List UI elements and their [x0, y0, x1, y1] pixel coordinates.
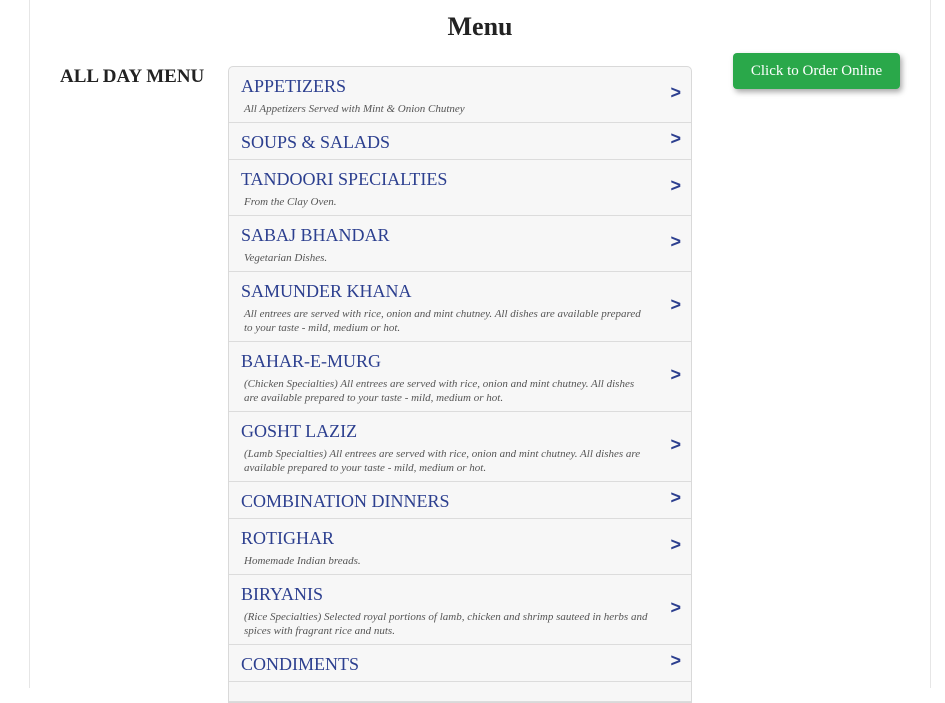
chevron-right-icon: >: [670, 81, 681, 102]
chevron-right-icon: >: [670, 650, 681, 671]
menu-item-name: SOUPS & SALADS: [241, 132, 391, 152]
menu-item-bahar-e-murg[interactable]: [229, 342, 691, 412]
chevron-right-icon: >: [670, 433, 681, 454]
chevron-right-icon: >: [670, 174, 681, 195]
menu-item-name: APPETIZERS: [241, 76, 347, 96]
menu-item-condiments[interactable]: [229, 645, 691, 682]
menu-category-list: [228, 66, 692, 703]
chevron-right-icon: >: [670, 533, 681, 554]
menu-item-next[interactable]: [229, 682, 691, 702]
menu-item-name: BIRYANIS: [241, 584, 324, 604]
menu-item-name: SAMUNDER KHANA: [241, 281, 412, 301]
menu-item-name: TANDOORI SPECIALTIES: [241, 169, 448, 189]
chevron-right-icon: >: [670, 363, 681, 384]
menu-item-biryanis[interactable]: [229, 575, 691, 645]
menu-item-name: CONDIMENTS: [241, 654, 360, 674]
menu-item-soups-salads[interactable]: [229, 123, 691, 160]
menu-item-name: COMBINATION DINNERS: [241, 491, 450, 511]
page-title: Menu: [447, 12, 513, 41]
chevron-right-icon: >: [670, 487, 681, 508]
menu-item-description: Vegetarian Dishes.: [244, 252, 328, 264]
menu-item-description: (Lamb Specialties) All entrees are served with rice, onion and mint chutney. All dishes are available prepared to your taste - mild, medium or hot.: [244, 448, 641, 474]
menu-item-description: All entrees are served with rice, onion and mint chutney. All dishes are available prepared to your taste - mild, medium or hot.: [244, 308, 641, 334]
menu-item-samunder-khana[interactable]: [229, 272, 691, 342]
menu-item-description: Homemade Indian breads.: [244, 555, 361, 567]
menu-item-name: SABAJ BHANDAR: [241, 225, 390, 245]
menu-item-description: All Appetizers Served with Mint & Onion Chutney: [244, 103, 465, 115]
menu-item-description: From the Clay Oven.: [244, 196, 337, 208]
menu-item-gosht-laziz[interactable]: [229, 412, 691, 482]
menu-item-name: BAHAR-E-MURG: [241, 351, 382, 371]
chevron-right-icon: >: [670, 293, 681, 314]
chevron-right-icon: >: [670, 596, 681, 617]
menu-category-heading: ALL DAY MENU: [60, 66, 205, 87]
menu-item-combination-dinners[interactable]: [229, 482, 691, 519]
menu-item-rotighar[interactable]: [229, 519, 691, 575]
menu-item-description: (Chicken Specialties) All entrees are served with rice, onion and mint chutney. All dishes are available prepared to your taste - mild, medium or hot.: [244, 378, 635, 404]
chevron-right-icon: >: [670, 128, 681, 149]
menu-item-description: (Rice Specialties) Selected royal portions of lamb, chicken and shrimp sauteed in herbs and spices with fragrant rice and nuts.: [244, 611, 648, 637]
menu-item-tandoori-specialties[interactable]: [229, 160, 691, 216]
menu-item-name: ROTIGHAR: [241, 528, 334, 548]
order-online-button[interactable]: Click to Order Online: [733, 53, 900, 89]
menu-item-appetizers[interactable]: [229, 67, 691, 123]
menu-item-name: GOSHT LAZIZ: [241, 421, 358, 441]
chevron-right-icon: >: [670, 230, 681, 251]
menu-item-sabaj-bhandar[interactable]: [229, 216, 691, 272]
